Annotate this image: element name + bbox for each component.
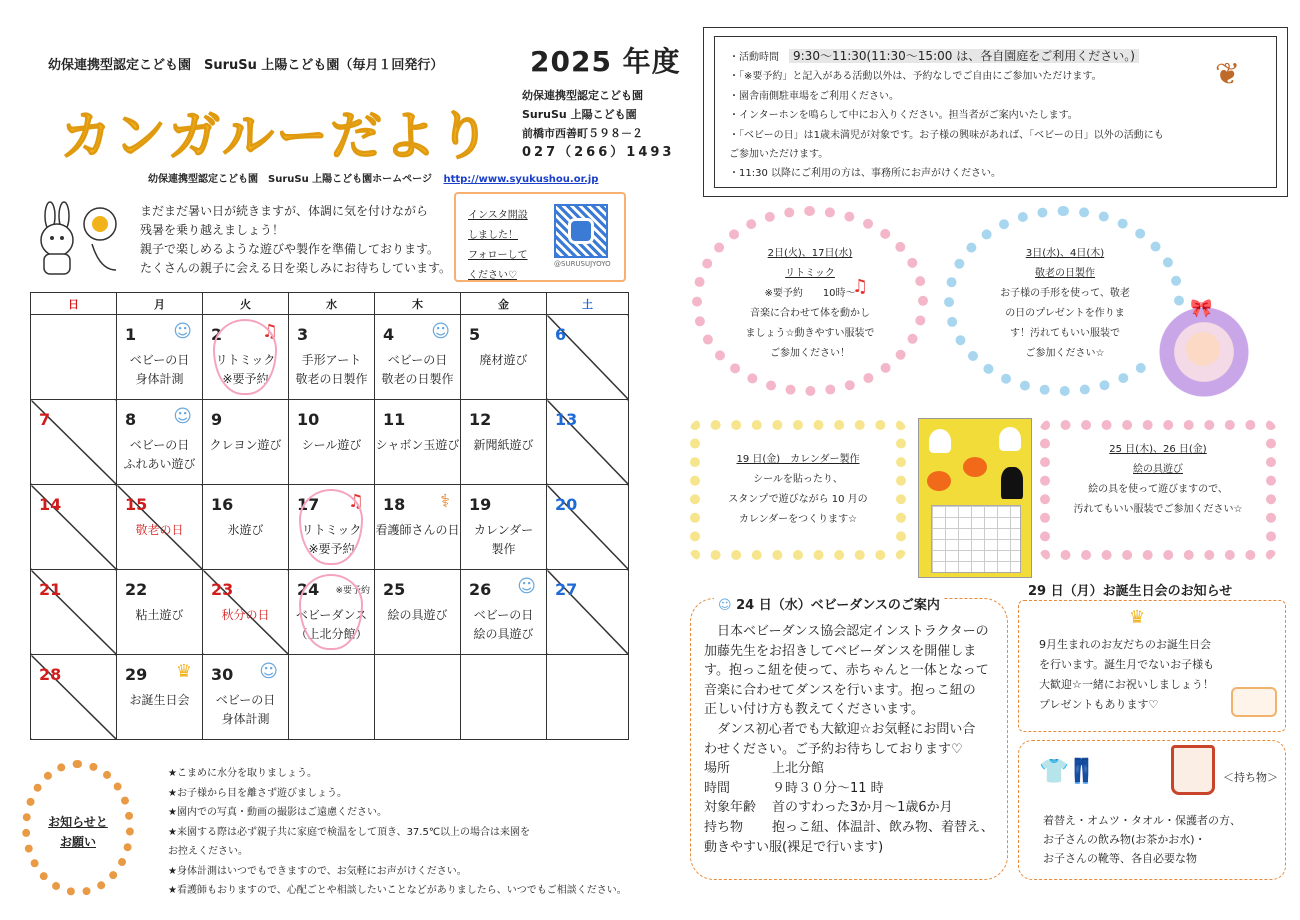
event-label: ベビーの日 <box>473 608 534 622</box>
belongings-line: お子さんの飲み物(お茶かお水)・ <box>1043 833 1206 846</box>
event-line: 音楽に合わせて体を動かし <box>750 308 870 319</box>
event-label: 敬老の日製作 <box>381 372 454 386</box>
intro-line: まだまだ暑い日が続きますが、体調に気を付けながら <box>140 204 429 218</box>
calendar-day-30 <box>203 655 289 740</box>
detail-value: ９時３０分～11 時 <box>772 780 884 796</box>
event-label: 看護師さんの日 <box>375 523 460 537</box>
day-events <box>117 351 202 389</box>
address-block <box>522 86 674 162</box>
calendar-empty-cell <box>375 655 461 740</box>
weekday-2: 火 <box>203 293 289 315</box>
dance-line: 動きやすい服(裸足で行います) <box>704 839 884 855</box>
detail-key: 持ち物 <box>704 819 744 835</box>
homepage-link[interactable]: http://www.syukushou.or.jp <box>443 174 599 185</box>
calendar-day-19 <box>461 485 547 570</box>
day-events <box>203 351 288 389</box>
event-label: 敬老の日 <box>135 523 184 537</box>
baby-icon: ☺ <box>173 406 192 427</box>
baby-icon: ☺ <box>173 321 192 342</box>
calendar-week <box>31 315 629 400</box>
info-box-inner <box>714 36 1277 188</box>
event-label: クレヨン遊び <box>209 438 282 452</box>
event-title: リトミック <box>785 268 835 279</box>
rabbit-mascot-icon <box>30 200 130 278</box>
homepage-line <box>148 170 598 185</box>
calendar-empty-cell <box>31 315 117 400</box>
wreath-line: お知らせと <box>48 815 108 829</box>
calendar-day-5 <box>461 315 547 400</box>
event-label: 身体計測 <box>135 372 184 386</box>
instagram-line: インスタ開設 <box>468 210 528 221</box>
calendar-day-11 <box>375 400 461 485</box>
calendar-day-12 <box>461 400 547 485</box>
birthday-text <box>1039 635 1214 715</box>
event-label: 氷遊び <box>227 523 264 537</box>
birthday-line: プレゼントもあります♡ <box>1039 698 1159 711</box>
day-events <box>289 436 374 455</box>
day-number: 16 <box>211 495 234 514</box>
event-date: 3日(水)、4日(木) <box>1025 248 1105 259</box>
event-label: リトミック <box>301 523 362 537</box>
music-note-icon: ♫ <box>852 276 869 297</box>
weekday-4: 木 <box>375 293 461 315</box>
event-label: ふれあい遊び <box>123 457 196 471</box>
event-label: ベビーの日 <box>129 438 190 452</box>
birthday-line: 9月生まれのお友だちのお誕生日会 <box>1039 638 1211 651</box>
calendar-day-23 <box>203 570 289 655</box>
day-number: 27 <box>555 580 578 599</box>
weekday-header <box>31 293 629 315</box>
day-number: 14 <box>39 495 62 514</box>
event-date: 2日(火)、17日(水) <box>767 248 853 259</box>
detail-row <box>704 779 994 799</box>
detail-row <box>704 798 994 818</box>
detail-row <box>704 759 994 779</box>
calendar-week <box>31 570 629 655</box>
detail-value: 首のすわった3か月～1歳6か月 <box>772 800 953 816</box>
info-time <box>729 47 1164 67</box>
baby-icon: ☺ <box>259 661 278 682</box>
instagram-line: フォローして <box>468 250 528 261</box>
dance-line: 日本ベビーダンス協会認定インストラクターの <box>704 624 989 639</box>
day-number: 25 <box>383 580 406 599</box>
event-label: 身体計測 <box>221 712 270 726</box>
day-number: 28 <box>39 665 62 684</box>
day-events <box>203 606 288 625</box>
notice-item: お控えください。 <box>168 846 248 857</box>
event-line: ましょう☆動きやすい服装で <box>745 328 875 339</box>
instagram-box <box>454 192 626 282</box>
day-number: 21 <box>39 580 62 599</box>
calendar-empty-cell <box>461 655 547 740</box>
day-number: 8 <box>125 410 137 429</box>
day-events <box>461 606 546 644</box>
intro-line: 残暑を乗り越えましょう！ <box>140 223 285 237</box>
detail-row <box>704 818 994 838</box>
day-number: 13 <box>555 410 578 429</box>
day-number: 11 <box>383 410 406 429</box>
notice-item: ★身体計測はいつでもできますので、お気軽にお声がけください。 <box>168 865 467 877</box>
info-list <box>729 47 1164 184</box>
calendar-day-14 <box>31 485 117 570</box>
event-label: 敬老の日製作 <box>295 372 368 386</box>
pumpkin-sticker <box>927 471 951 491</box>
event-calendar-craft <box>692 450 904 530</box>
day-number: 29 <box>125 665 148 684</box>
calendar-week <box>31 485 629 570</box>
time-value: 9:30～11:30(11:30～15:00 は、各自園庭をご利用ください。) <box>789 49 1139 63</box>
event-line: す！汚れてもいい服装で <box>1010 328 1120 339</box>
event-label: 製作 <box>491 542 516 556</box>
calendar-day-9 <box>203 400 289 485</box>
calendar-day-4 <box>375 315 461 400</box>
event-label: カレンダー <box>473 523 534 537</box>
squirrel-icon: ❦ <box>1214 57 1240 92</box>
belongings-label: ＜持ち物＞ <box>1223 771 1278 784</box>
event-label: ベビーの日 <box>215 693 276 707</box>
day-number: 24 <box>297 580 320 599</box>
event-line: シールを貼ったり、 <box>753 474 843 485</box>
qr-label: @SURUSUJYOYO <box>554 260 611 268</box>
event-line: ご参加ください！ <box>770 348 850 359</box>
info-line: ・11:30 以降にご利用の方は、事務所にお声がけください。 <box>729 168 1001 180</box>
event-label: 粘土遊び <box>135 608 184 622</box>
year-label: 2025 年度 <box>530 45 681 78</box>
dance-details <box>704 759 994 837</box>
event-label: 絵の具遊び <box>473 627 534 641</box>
day-number: 20 <box>555 495 578 514</box>
belongings-box <box>1018 740 1286 880</box>
day-events <box>375 521 460 540</box>
info-line: ・インターホンを鳴らして中にお入りください。担当者がご案内いたします。 <box>729 110 1078 122</box>
calendar-empty-cell <box>289 655 375 740</box>
event-label: 手形アート <box>301 353 362 367</box>
calendar-day-8 <box>117 400 203 485</box>
birthday-title: 29 日（月）お誕生日会のお知らせ <box>1028 584 1233 599</box>
event-label: お誕生日会 <box>129 693 190 707</box>
calendar-day-3 <box>289 315 375 400</box>
info-line: ・「※要予約」と記入がある活動以外は、予約なしでご自由にご参加いただけます。 <box>729 71 1102 83</box>
homepage-label: 幼保連携型認定こども園 SuruSu 上陽こども園ホームページ <box>148 174 432 185</box>
baby-icon: ☺ <box>517 576 536 597</box>
calendar-day-18 <box>375 485 461 570</box>
info-line: ・園舎南側駐車場をご利用ください。 <box>729 90 899 102</box>
day-number: 3 <box>297 325 309 344</box>
weekday-5: 金 <box>461 293 547 315</box>
cat-sticker <box>1001 467 1023 499</box>
phone-number: 027（266）1493 <box>522 145 675 160</box>
intro-line: たくさんの親子に会える日を楽しみにお待ちしています。 <box>140 261 452 275</box>
day-number: 2 <box>211 325 223 344</box>
event-label: シャボン玉遊び <box>375 438 460 452</box>
dance-title-text: 24 日（水）ベビーダンスのご案内 <box>736 598 940 613</box>
music-note-icon: ♫ <box>347 491 364 512</box>
day-number: 18 <box>383 495 406 514</box>
calendar-day-13 <box>547 400 629 485</box>
day-events <box>203 521 288 540</box>
calendar-day-2 <box>203 315 289 400</box>
day-number: 15 <box>125 495 148 514</box>
day-events <box>375 606 460 625</box>
birthday-line: 大歓迎☆一緒にお祝いしましょう！ <box>1039 678 1214 691</box>
instagram-line: しました！ <box>468 230 518 241</box>
event-label: ベビーの日 <box>129 353 190 367</box>
baby-face <box>1186 332 1220 366</box>
dance-line: 音楽に合わせてダンスを行います。抱っこ紐の <box>704 682 976 698</box>
detail-value: 上北分館 <box>772 761 825 777</box>
calendar-week <box>31 655 629 740</box>
event-label: ※要予約 <box>308 542 355 556</box>
detail-key: 時間 <box>704 780 731 796</box>
day-events <box>375 436 460 455</box>
day-number: 23 <box>211 580 234 599</box>
belongings-line: 着替え・オムツ・タオル・保護者の方、 <box>1043 814 1241 827</box>
baby-icon: ☺ <box>718 598 732 613</box>
event-line: ※要予約 10時～ <box>764 288 856 299</box>
day-number: 12 <box>469 410 492 429</box>
baby-icon: ☺ <box>431 321 450 342</box>
event-label: （上北分館） <box>295 627 368 641</box>
notice-item: ★こまめに水分を取りましょう。 <box>168 768 317 779</box>
day-number: 1 <box>125 325 137 344</box>
ghost-sticker <box>999 427 1021 451</box>
info-box <box>703 27 1288 197</box>
day-events <box>461 351 546 370</box>
calendar-day-10 <box>289 400 375 485</box>
cake-icon <box>1231 687 1277 717</box>
calendar-empty-cell <box>547 655 629 740</box>
event-label: 廃材遊び <box>479 353 528 367</box>
calendar-day-16 <box>203 485 289 570</box>
detail-value: 抱っこ紐、体温計、飲み物、着替え、 <box>772 819 994 835</box>
instagram-text <box>468 206 528 286</box>
detail-key: 対象年齢 <box>704 800 757 816</box>
instagram-icon <box>568 218 594 244</box>
address-line: SuruSu 上陽こども園 <box>522 108 637 121</box>
ribbon-icon: 🎀 <box>1190 298 1213 319</box>
calendar-day-22 <box>117 570 203 655</box>
day-events <box>461 521 546 559</box>
calendar-body <box>31 315 629 740</box>
calendar-day-27 <box>547 570 629 655</box>
event-paint <box>1040 440 1276 520</box>
belongings-line: お子さんの靴等、各自必要な物 <box>1043 852 1197 865</box>
handprint-ornament-image <box>1150 298 1258 402</box>
weekday-3: 水 <box>289 293 375 315</box>
day-number: 19 <box>469 495 492 514</box>
day-events <box>375 351 460 389</box>
day-events <box>289 351 374 389</box>
calendar-day-20 <box>547 485 629 570</box>
info-line: ご参加いただけます。 <box>729 149 829 161</box>
notice-item: ★看護師もおりますので、心配ごとや相談したいことなどがありましたら、いつでもご相談ください。 <box>168 885 627 896</box>
calendar-day-6 <box>547 315 629 400</box>
weekday-6: 土 <box>547 293 629 315</box>
calendar-week <box>31 400 629 485</box>
day-events <box>203 436 288 455</box>
calendar-day-26 <box>461 570 547 655</box>
day-number: 17 <box>297 495 320 514</box>
address-line: 前橋市西善町５９８－２ <box>522 127 643 140</box>
weekday-1: 月 <box>117 293 203 315</box>
intro-line: 親子で楽しめるような遊びや製作を準備しております。 <box>140 242 440 256</box>
event-label: ベビーダンス <box>295 608 368 622</box>
calendar-day-29 <box>117 655 203 740</box>
event-label: ベビーの日 <box>387 353 448 367</box>
day-number: 30 <box>211 665 234 684</box>
calendar-craft-photo <box>918 418 1032 578</box>
day-number: 5 <box>469 325 481 344</box>
time-label: ・活動時間 <box>729 52 779 63</box>
event-label: 絵の具遊び <box>387 608 448 622</box>
day-number: 4 <box>383 325 395 344</box>
event-line: 絵の具を使って遊びますので、 <box>1088 484 1228 495</box>
day-number: 6 <box>555 325 567 344</box>
calendar-day-25 <box>375 570 461 655</box>
instagram-line: ください♡ <box>468 270 517 281</box>
dance-line: わせください。ご予約お待ちしております♡ <box>704 741 963 757</box>
nurse-icon: ⚕ <box>440 491 450 512</box>
day-events <box>117 436 202 474</box>
info-line: ・「ベビーの日」は1歳未満児が対象です。お子様の興味があれば、「ベビーの日」以外の活動にも <box>729 129 1164 141</box>
event-label: ※要予約 <box>222 372 269 386</box>
birthday-box <box>1018 600 1286 732</box>
weekday-0: 日 <box>31 293 117 315</box>
belongings-text <box>1043 811 1241 868</box>
event-line: の日のプレゼントを作りま <box>1005 308 1125 319</box>
event-label: シール遊び <box>301 438 362 452</box>
dance-body <box>704 622 994 857</box>
notice-wreath <box>22 760 134 896</box>
notice-item: ★園内での写真・動画の撮影はご遠慮ください。 <box>168 807 387 818</box>
clothes-icon: 👕👖 <box>1039 757 1095 785</box>
calendar-day-21 <box>31 570 117 655</box>
day-events <box>117 521 202 540</box>
dance-line: ダンス初心者でも大歓迎☆お気軽にお問い合 <box>704 721 976 737</box>
ghost-sticker <box>929 429 951 453</box>
day-number: 26 <box>469 580 492 599</box>
calendar-day-28 <box>31 655 117 740</box>
detail-key: 場所 <box>704 761 731 777</box>
intro-message <box>140 202 451 278</box>
event-label: 秋分の日 <box>221 608 270 622</box>
wreath-line: お願い <box>59 835 96 849</box>
dance-line: 加藤先生をお招きしてベビーダンスを開催しま <box>704 643 977 659</box>
calendar-sheet <box>931 505 1021 573</box>
day-number: 7 <box>39 410 51 429</box>
pumpkin-sticker <box>963 457 987 477</box>
day-number: 9 <box>211 410 223 429</box>
day-number: 22 <box>125 580 148 599</box>
event-line: スタンプで遊びながら 10 月の <box>728 494 868 505</box>
dance-line: 正しい付け方も教えてくださいます。 <box>704 702 924 718</box>
tote-bag-icon <box>1171 745 1215 795</box>
event-title: 絵の具遊び <box>1133 464 1183 475</box>
notice-item: ★来園する際は必ず親子共に家庭で検温をして頂き、37.5℃以上の場合は来園を <box>168 826 531 838</box>
dance-title <box>714 594 944 613</box>
day-events <box>117 606 202 625</box>
day-events <box>289 606 374 644</box>
day-events <box>461 436 546 455</box>
event-title: 敬老の日製作 <box>1035 268 1095 279</box>
header-subtitle: 幼保連携型認定こども園 SuruSu 上陽こども園（毎月１回発行） <box>48 58 444 73</box>
day-events <box>117 691 202 710</box>
crown-icon: ♛ <box>175 661 192 682</box>
day-events <box>289 521 374 559</box>
address-line: 幼保連携型認定こども園 <box>522 89 643 102</box>
event-line: カレンダーをつくります☆ <box>738 514 858 525</box>
event-label: リトミック <box>215 353 276 367</box>
event-label: 新聞紙遊び <box>473 438 534 452</box>
day-events <box>203 691 288 729</box>
calendar-day-7 <box>31 400 117 485</box>
notice-list <box>168 764 627 901</box>
calendar-table <box>30 292 629 740</box>
calendar-day-24 <box>289 570 375 655</box>
notice-item: ★お子様から目を離さず遊びましょう。 <box>168 787 347 799</box>
event-date: 25 日(木)、26 日(金) <box>1109 444 1207 455</box>
event-rhythmic <box>690 244 930 364</box>
calendar-day-17 <box>289 485 375 570</box>
dance-line: す。抱っこ紐を使って、赤ちゃんと一体となって <box>704 663 989 679</box>
event-line: お子様の手形を使って、敬老 <box>1000 288 1130 299</box>
newsletter-title: カンガルーだより <box>60 107 493 167</box>
crown-icon: ♛ <box>1129 607 1146 628</box>
event-line: ご参加ください☆ <box>1025 348 1105 359</box>
reservation-note: ※要予約 <box>335 586 370 596</box>
event-title: 19 日(金) カレンダー製作 <box>736 454 860 465</box>
music-note-icon: ♫ <box>261 321 278 342</box>
day-number: 10 <box>297 410 320 429</box>
event-line: 汚れてもいい服装でご参加ください☆ <box>1073 504 1243 515</box>
birthday-line: を行います。誕生月でないお子様も <box>1039 658 1215 671</box>
calendar-day-15 <box>117 485 203 570</box>
calendar-day-1 <box>117 315 203 400</box>
